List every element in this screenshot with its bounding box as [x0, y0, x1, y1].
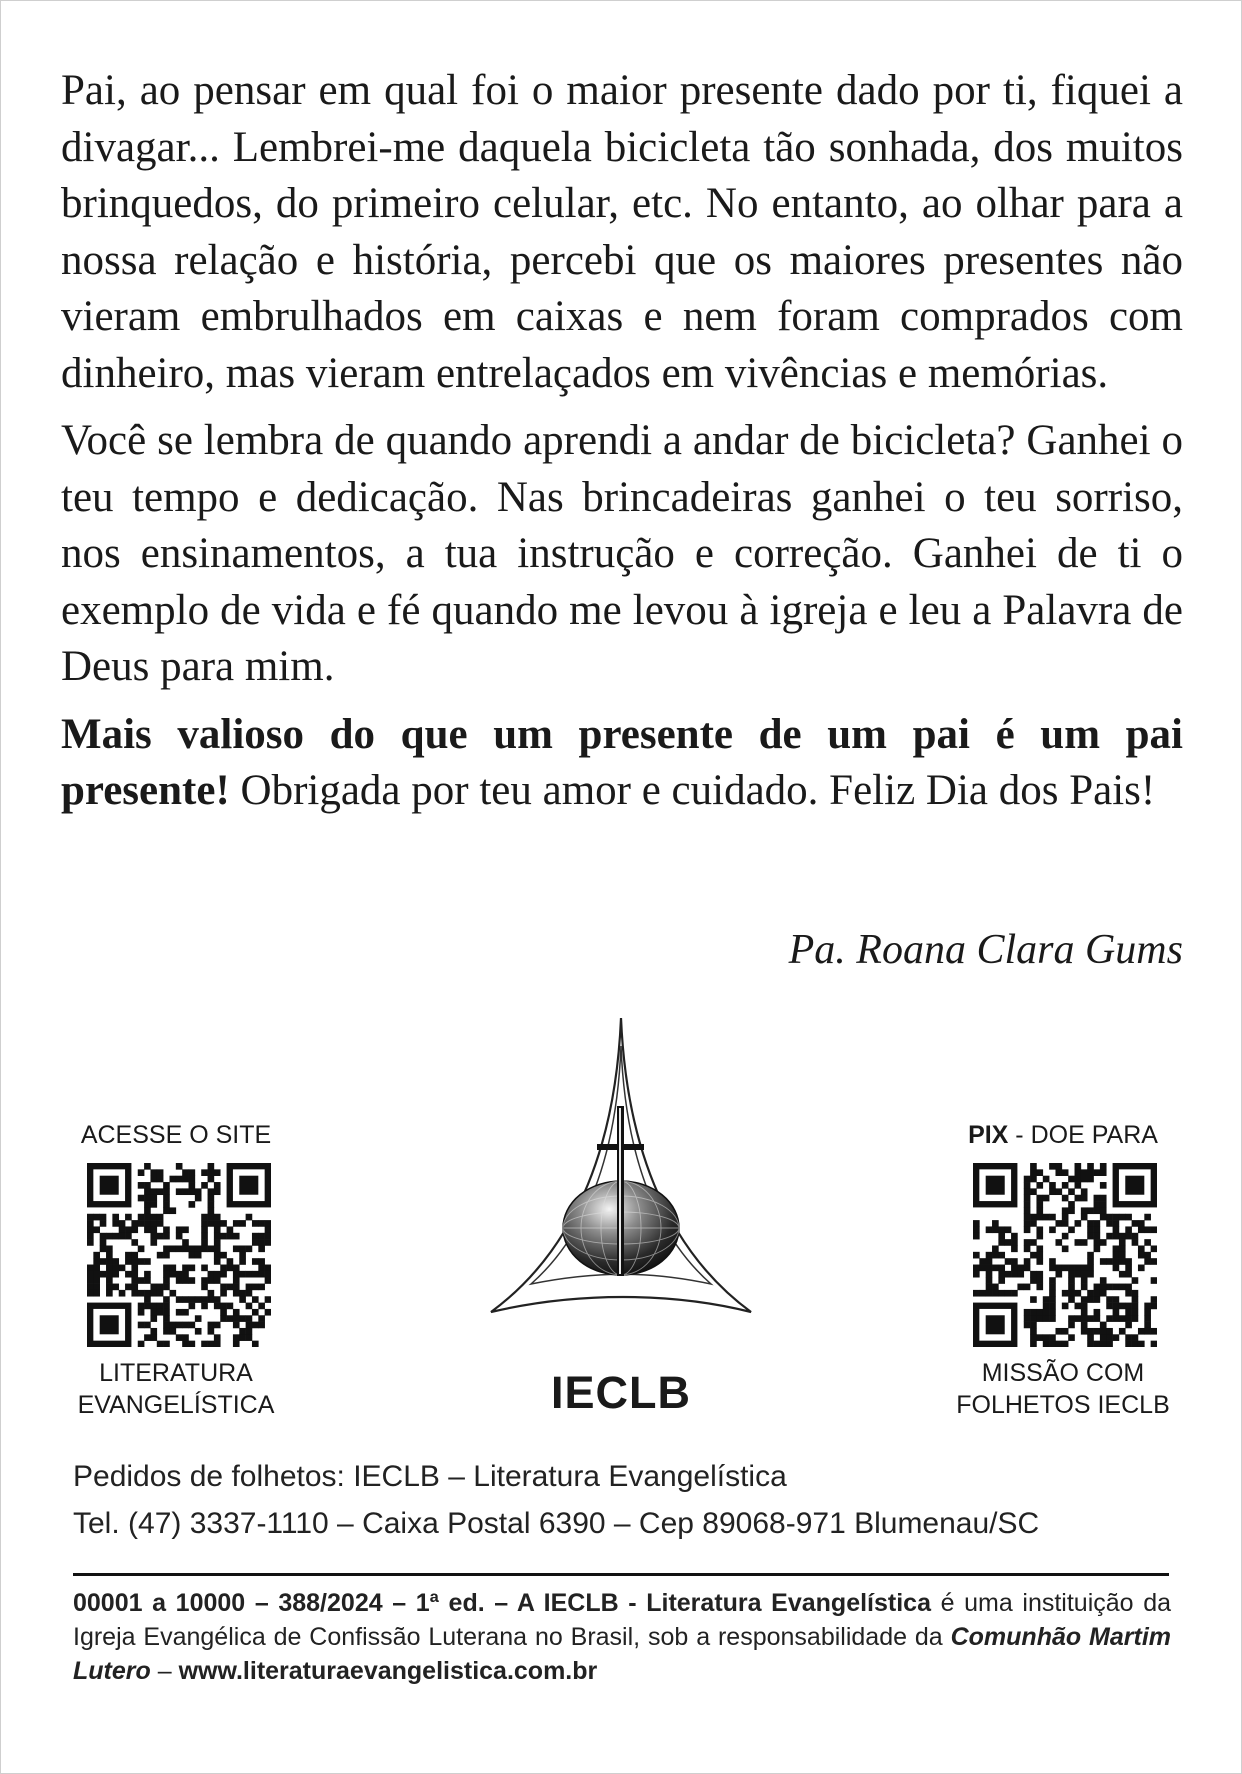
orders-line-1: Pedidos de folhetos: IECLB – Literatura Evangelística — [73, 1460, 787, 1493]
orders-info — [73, 1453, 1039, 1547]
qr-left-top-label: ACESSE O SITE — [80, 1121, 272, 1149]
divider — [73, 1573, 1169, 1576]
qr-left-bottom-label — [46, 1357, 306, 1421]
signature: Pa. Roana Clara Gums — [788, 927, 1183, 973]
footer-website-link[interactable]: www.literaturaevangelistica.com.br — [178, 1657, 598, 1685]
orders-line-2: Tel. (47) 3337-1110 – Caixa Postal 6390 – Cep 89068-971 Blumenau/SC — [73, 1507, 1040, 1540]
qr-right-bottom-line2: FOLHETOS IECLB — [956, 1391, 1170, 1419]
qr-right-bottom-line1: MISSÃO COM — [981, 1359, 1145, 1387]
main-text — [61, 63, 1183, 831]
paragraph-2: Você se lembra de quando aprendi a andar de bicicleta? Ganhei o teu tempo e dedicação. Nas brincadeiras ganhei o teu sorriso, nos ensinamentos, a tua instrução e correção. Ganhei de ti o exemplo de vida e fé quando me levou à igreja e leu a Palavra de Deus para mim. — [61, 417, 1183, 690]
qr-right-top-label — [933, 1119, 1193, 1151]
pix-label: PIX — [968, 1121, 1009, 1149]
footer-edition: 00001 a 10000 – 388/2024 – 1ª ed. – A IECLB - Literatura Evangelística — [73, 1589, 931, 1617]
logo-text: IECLB — [551, 1367, 691, 1418]
qr-right-top-rest: - DOE PARA — [1008, 1121, 1158, 1149]
qr-left-bottom-line1: LITERATURA — [99, 1359, 253, 1387]
paragraph-3-rest: Obrigada por teu amor e cuidado. Feliz Dia dos Pais! — [229, 767, 1156, 814]
qr-code-pix-icon[interactable] — [973, 1163, 1157, 1347]
qr-right-bottom-label — [933, 1357, 1193, 1421]
paragraph-3 — [61, 707, 1183, 820]
qr-code-site-icon[interactable] — [87, 1163, 271, 1347]
qr-left-bottom-line2: EVANGELÍSTICA — [77, 1391, 275, 1419]
footer-credits — [73, 1586, 1171, 1688]
ieclb-logo-icon — [486, 1016, 756, 1346]
paragraph-1: Pai, ao pensar em qual foi o maior presente dado por ti, fiquei a divagar... Lembrei-me daquela bicicleta tão sonhada, dos muitos brinquedos, do primeiro celular, etc. No entanto, ao olhar para a nossa relação e história, percebi que os maiores presentes não vieram embrulhados em caixas e nem foram comprados com dinheiro, mas vieram entrelaçados em vivências e memórias. — [61, 67, 1183, 397]
footer-organization: Comunhão Martim Lutero — [73, 1623, 1171, 1685]
footer-text-2: – — [150, 1657, 179, 1685]
paragraph-3-bold: Mais valioso do que um presente de um pai é um pai presente! — [61, 710, 1183, 814]
footer-text-1: é uma instituição da Igreja Evangélica de Confissão Luterana no Brasil, sob a responsabilidade da — [73, 1589, 1172, 1651]
